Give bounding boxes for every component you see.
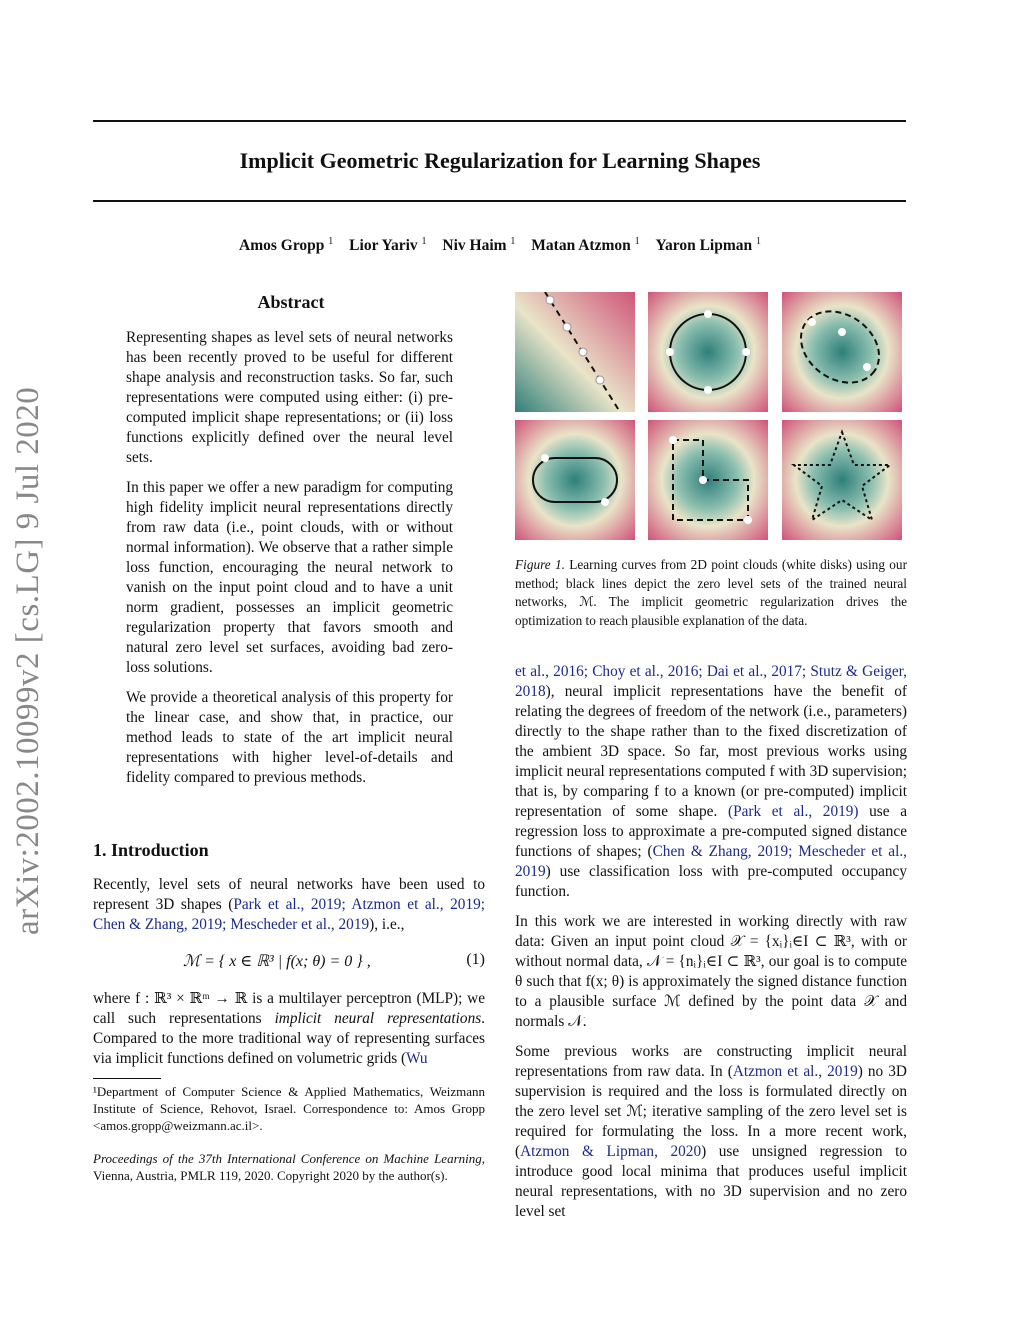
citation-link[interactable]: Atzmon & Lipman, 2020	[520, 1143, 702, 1160]
abstract-heading: Abstract	[257, 292, 325, 312]
citation-link[interactable]: Chen & Zhang, 2019; Mescheder et al., 2019	[515, 843, 907, 880]
intro-heading: 1. Introduction	[93, 840, 209, 860]
intro-paragraph: where f : ℝ³ × ℝᵐ → ℝ is a multilayer perceptron (MLP); we call such representations implicit neural representations. Compared to the more traditional way of representing surfaces via implicit functions defined on volumetric grids (Wu	[93, 990, 485, 1067]
author-list	[0, 236, 1000, 255]
equation-body: ℳ = { x ∈ ℝ³ | f(x; θ) = 0 } ,	[183, 953, 371, 970]
panel-blob	[782, 292, 902, 412]
author: Matan Atzmon $^1$	[531, 236, 640, 255]
equation-1	[93, 951, 485, 975]
panel-l-shape	[648, 420, 768, 540]
citation-link[interactable]: Wu	[406, 1050, 428, 1067]
abstract-body	[126, 328, 453, 798]
author: Lior Yariv $^1$	[349, 236, 427, 255]
abstract-paragraph: In this paper we offer a new paradigm for computing high fidelity implicit neural representations directly from raw data (i.e., point clouds, with or without normal information). We observe that a rather simple loss function, encouraging the neural network to vanish on the input point cloud and to have a unit norm gradient, possesses an implicit geometric regularization property that favors smooth and natural zero level set surfaces, avoiding bad zero-loss solutions.	[126, 479, 453, 676]
title-bottom-rule	[93, 200, 906, 202]
paper-title: Implicit Geometric Regularization for Learning Shapes	[239, 148, 761, 173]
figure-1	[515, 292, 905, 542]
abstract-paragraph: Representing shapes as level sets of neural networks has been recently proved to be useful for different shape analysis and reconstruction tasks. So far, such representations were computed using either: (i) pre-computed implicit shape representations; or (ii) loss functions explicitly defined over the neural level sets.	[126, 329, 453, 466]
citation-link[interactable]: Atzmon et al., 2019	[732, 1063, 858, 1080]
footnote-rule	[93, 1078, 161, 1079]
author: Yaron Lipman $^1$	[655, 236, 761, 255]
author: Niv Haim $^1$	[442, 236, 516, 255]
paragraph: In this work we are interested in working directly with raw data: Given an input point cloud 𝒳 = {xᵢ}ᵢ∈I ⊂ ℝ³, with or without normal data, 𝒩 = {nᵢ}ᵢ∈I ⊂ ℝ³, our goal is to compute θ such that f(x; θ) is approximately the signed distance function to a plausible surface ℳ defined by the point data 𝒳 and normals 𝒩.	[515, 913, 907, 1030]
intro-paragraph: Recently, level sets of neural networks have been used to represent 3D shapes (Park et al., 2019; Atzmon et al., 2019; Chen & Zhang, 2019; Mescheder et al., 2019), i.e.,	[93, 876, 485, 933]
right-column-text: et al., 2016; Choy et al., 2016; Dai et al., 2017; Stutz & Geiger, 2018), neural implicit representations have the benefit of relating the degrees of freedom of the network (i.e., parameters) directly to the shape rather than to the fixed discretization of the ambient 3D space. So far, most previous works using implicit neural representations computed f with 3D supervision; that is, by comparing f to a known (or pre-computed) implicit representation of some shape. (Park et al., 2019) use a regression loss to approximate a pre-computed signed distance functions of shapes; (Chen & Zhang, 2019; Mescheder et al., 2019) use classification loss with pre-computed occupancy function. In this work we are interested in working directly with raw data: Given an input point cloud 𝒳 = {xᵢ}ᵢ∈I ⊂ ℝ³, with or without normal data, 𝒩 = {nᵢ}ᵢ∈I ⊂ ℝ³, our goal is to compute θ such that f(x; θ) is approximately the signed distance function to a plausible surface ℳ defined by the point data 𝒳 and normals 𝒩. Some previous works are constructing implicit neural representations from raw data. In (Atzmon et al., 2019) no 3D supervision is required and the loss is formulated directly on the zero level set ℳ; iterative sampling of the zero level set is required for formulating the loss. In a more recent work, (Atzmon & Lipman, 2020) use unsigned regression to introduce good local minima that produces useful implicit neural representations, with no 3D supervision and no zero level set	[515, 663, 907, 1220]
citation-link[interactable]: et al., 2016; Choy et al., 2016; Dai et al., 2017; Stutz & Geiger, 2018	[515, 663, 907, 700]
citation-link[interactable]: Park et al., 2019; Atzmon et al., 2019; Chen & Zhang, 2019; Mescheder et al., 2019	[93, 896, 485, 933]
arxiv-stamp: arXiv:2002.10099v2 [cs.LG] 9 Jul 2020	[10, 386, 46, 935]
top-rule	[93, 120, 906, 122]
abstract-paragraph: We provide a theoretical analysis of this property for the linear case, and show that, in practice, our method leads to state of the art implicit neural representations with higher level-of-details and fidelity compared to previous methods.	[126, 689, 453, 786]
panel-star	[782, 420, 902, 540]
author: Amos Gropp $^1$	[239, 236, 334, 255]
equation-number: (1)	[466, 951, 485, 968]
panel-line	[515, 292, 635, 412]
citation-link[interactable]: (Park et al., 2019)	[727, 803, 859, 820]
proceedings-note: Proceedings of the 37th International Conference on Machine Learning, Vienna, Austria, PMLR 119, 2020. Copyright 2020 by the author(s).	[93, 1151, 485, 1183]
figure-caption: Figure 1. Learning curves from 2D point clouds (white disks) using our method; black lines depict the zero level sets of the trained neural networks, ℳ. The implicit geometric regularization drives the optimization to reach plausible explanation of the data.	[515, 557, 907, 628]
panel-capsule	[515, 420, 635, 540]
panel-circle	[648, 292, 768, 412]
footnote: ¹Department of Computer Science & Applied Mathematics, Weizmann Institute of Science, Rehovot, Israel. Correspondence to: Amos Gropp <amos.gropp@weizmann.ac.il>.	[93, 1084, 485, 1133]
